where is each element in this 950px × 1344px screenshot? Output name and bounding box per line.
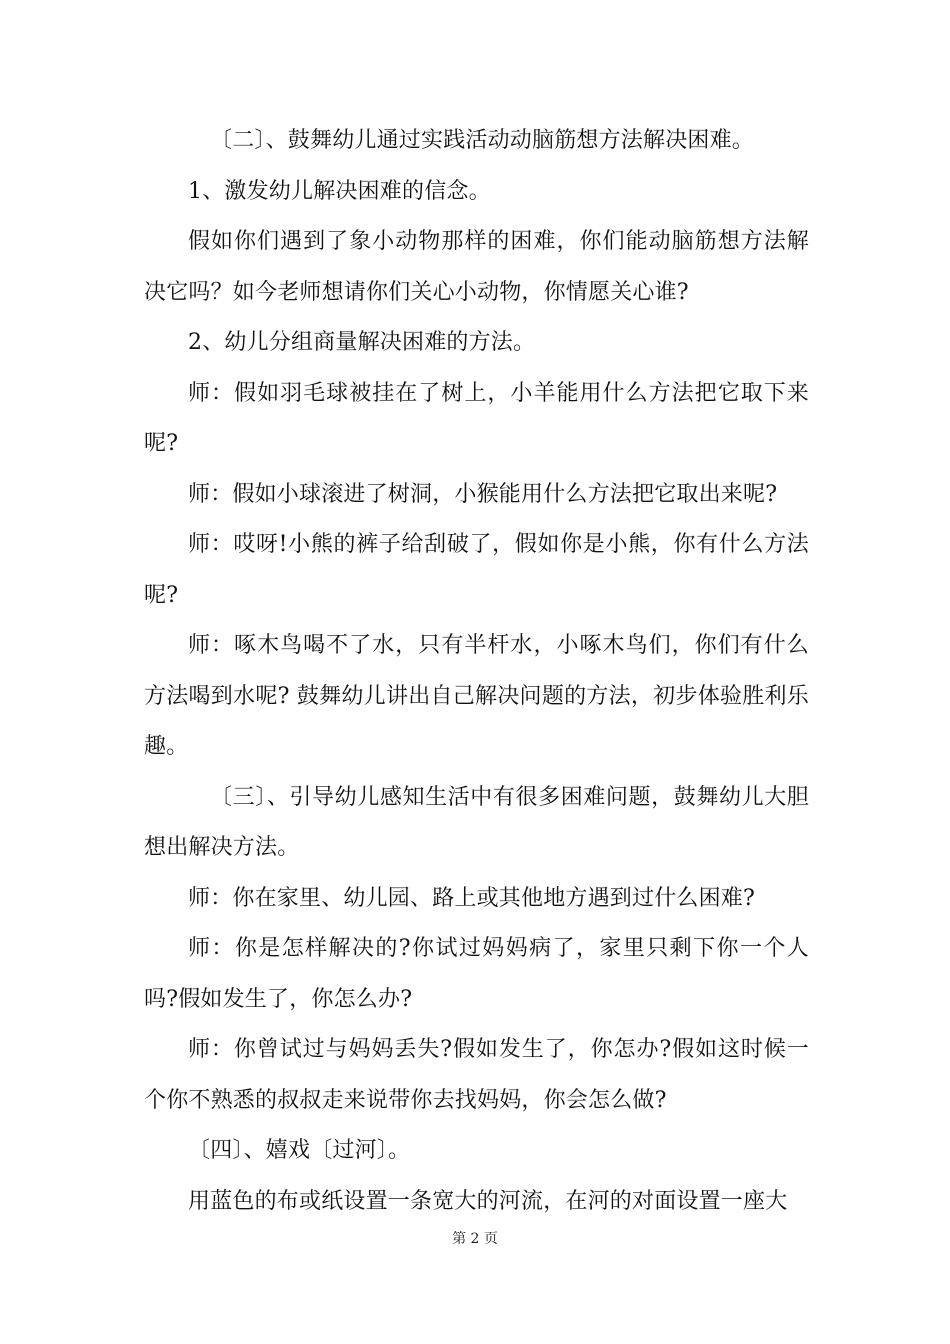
paragraph: 2、幼儿分组商量解决困难的方法。	[188, 330, 536, 355]
paragraph: 用蓝色的布或纸设置一条宽大的河流，在河的对面设置一座大	[188, 1188, 788, 1214]
document-body	[144, 116, 809, 1227]
paragraph: 假如你们遇到了象小动物那样的困难，你们能动脑筋想方法解决它吗？如今老师想请你们关心小动物，你情愿关心谁?	[144, 229, 809, 305]
paragraph: 师：啄木鸟喝不了水，只有半杆水，小啄木鸟们，你们有什么方法喝到水呢? 鼓舞幼儿讲出自己解决问题的方法，初步体验胜利乐趣。	[144, 633, 809, 759]
section-heading-3: 〔三〕、引导幼儿感知生活中有很多困难问题，鼓舞幼儿大胆想出解决方法。	[144, 784, 809, 860]
page-number: 第 2 页	[452, 1231, 498, 1247]
paragraph: 1、激发幼儿解决困难的信念。	[188, 178, 491, 204]
paragraph: 师：假如羽毛球被挂在了树上，小羊能用什么方法把它取下来呢?	[144, 380, 809, 456]
paragraph: 师：你是怎样解决的?你试过妈妈病了，家里只剩下你一个人吗?假如发生了，你怎么办?	[144, 936, 809, 1012]
section-heading-2: 〔二〕、鼓舞幼儿通过实践活动动脑筋想方法解决困难。	[210, 128, 755, 153]
paragraph: 师：哎呀!小熊的裤子给刮破了，假如你是小熊，你有什么方法呢?	[144, 532, 809, 608]
paragraph: 师：假如小球滚进了树洞，小猴能用什么方法把它取出来呢?	[188, 481, 778, 507]
section-heading-4: 〔四〕、嬉戏〔过河〕。	[188, 1138, 411, 1163]
paragraph: 师：你曾试过与妈妈丢失?假如发生了，你怎办?假如这时候一个你不熟悉的叔叔走来说带你去找妈妈，你会怎么做?	[144, 1037, 809, 1113]
paragraph: 师：你在家里、幼儿园、路上或其他地方遇到过什么困难?	[188, 885, 755, 911]
